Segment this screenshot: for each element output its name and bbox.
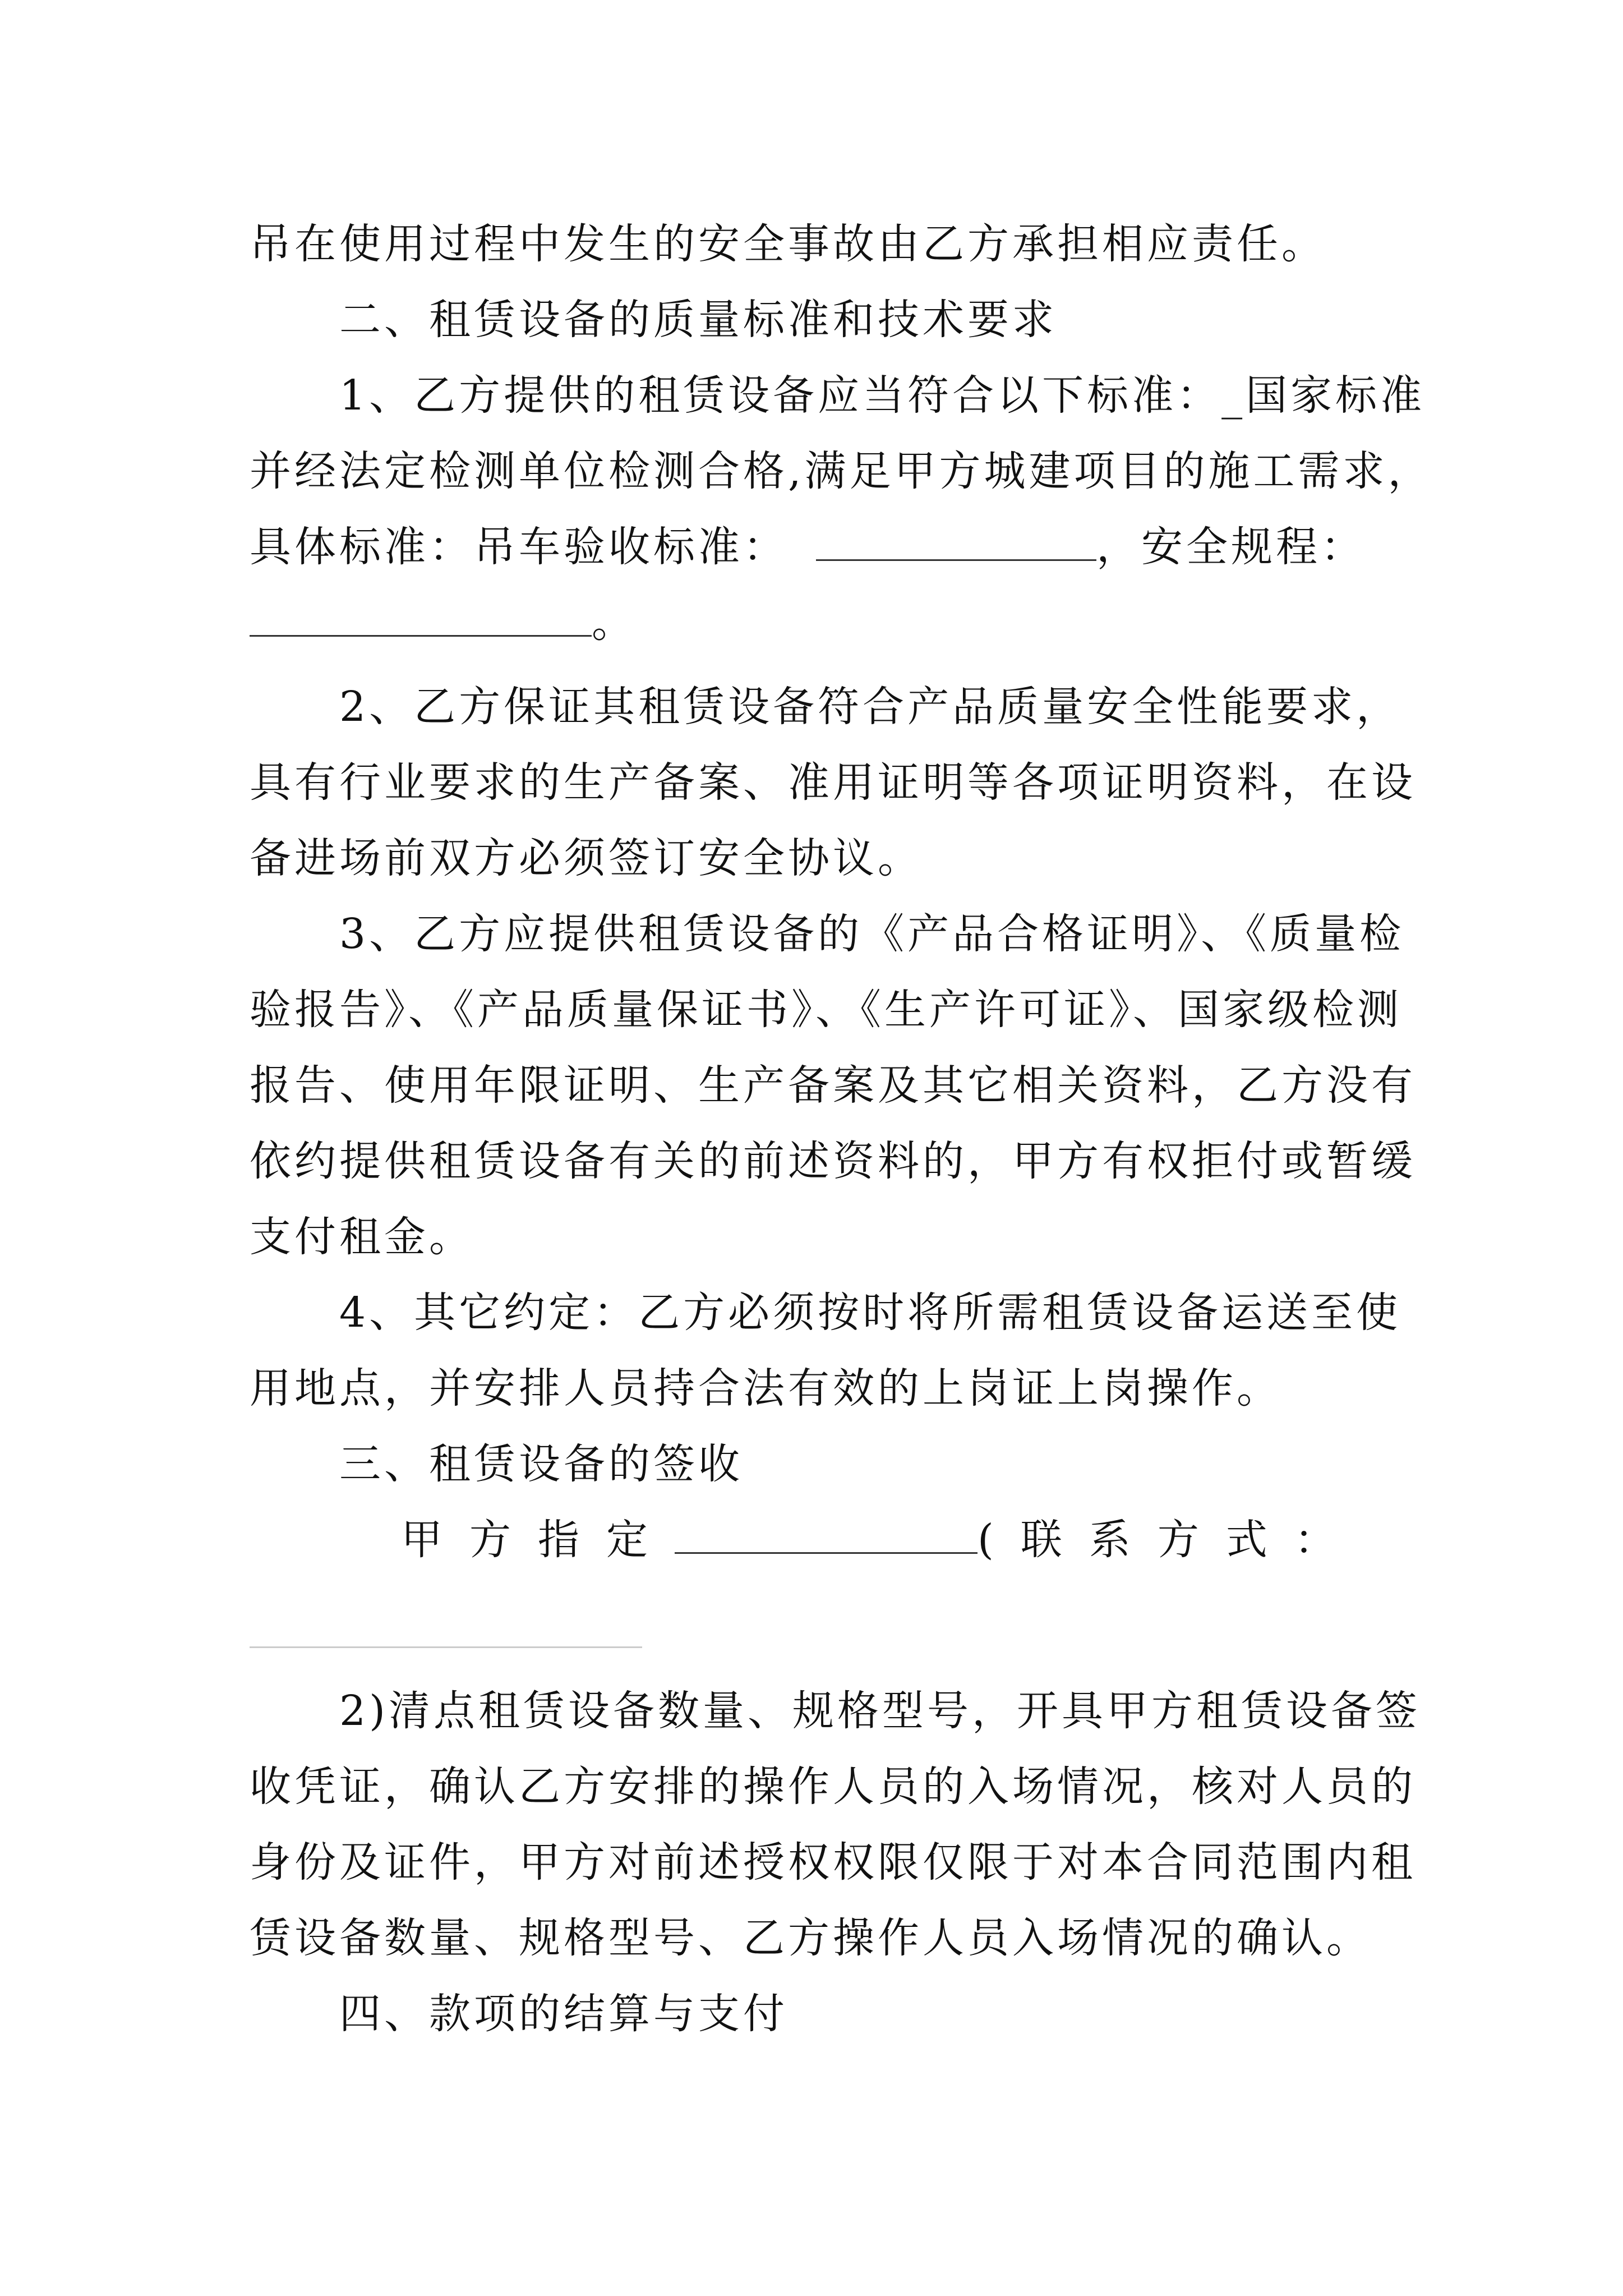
paragraph-line: 具有行业要求的生产备案、准用证明等各项证明资料，在设 <box>250 758 1416 807</box>
paragraph-line: 3、乙方应提供租赁设备的《产品合格证明》、《质量检 <box>339 910 1405 958</box>
safety-rules-label: ，安全规程： <box>1096 523 1366 571</box>
paragraph-line: 收凭证，确认乙方安排的操作人员的入场情况，核对人员的 <box>250 1763 1416 1811</box>
paragraph-line: 身份及证件，甲方对前述授权权限仅限于对本合同范围内租 <box>250 1838 1416 1887</box>
period: 。 <box>592 599 637 647</box>
paragraph-line: 报告、使用年限证明、生产备案及其它相关资料，乙方没有 <box>250 1061 1416 1110</box>
contact-label: (联系方式： <box>978 1516 1363 1564</box>
paragraph-line: 赁设备数量、规格型号、乙方操作人员入场情况的确认。 <box>250 1914 1371 1962</box>
paragraph-line: 4、其它约定：乙方必须按时将所需租赁设备运送至使 <box>339 1289 1401 1337</box>
paragraph-line: 验报告》、《产品质量保证书》、《生产许可证》、国家级检测 <box>250 986 1402 1034</box>
paragraph-line: 支付租金。 <box>250 1213 474 1261</box>
paragraph-line: 备进场前双方必须签订安全协议。 <box>250 834 923 882</box>
paragraph-line: 依约提供租赁设备有关的前述资料的，甲方有权拒付或暂缓 <box>250 1137 1416 1185</box>
designee-label: 甲方指定 <box>401 1516 675 1564</box>
paragraph-line <box>250 519 1385 575</box>
standard-label: 具体标准：吊车验收标准： <box>250 523 788 571</box>
paragraph-line <box>401 1512 1385 1568</box>
section-heading-2: 二、租赁设备的质量标准和技术要求 <box>339 296 1057 344</box>
paragraph-line: 1、乙方提供的租赁设备应当符合以下标准：_国家标准 <box>339 371 1426 420</box>
paragraph-line: 2、乙方保证其租赁设备符合产品质量安全性能要求， <box>339 683 1401 731</box>
safety-rules-blank <box>250 600 592 637</box>
designee-blank <box>675 1517 978 1554</box>
paragraph-line: 用地点，并安排人员持合法有效的上岗证上岗操作。 <box>250 1364 1281 1412</box>
divider-rule <box>250 1646 642 1648</box>
section-heading-3: 三、租赁设备的签收 <box>339 1440 743 1488</box>
paragraph-line: 2)清点租赁设备数量、规格型号，开具甲方租赁设备签 <box>339 1687 1421 1735</box>
paragraph-line <box>250 595 1385 651</box>
paragraph-line: 并经法定检测单位检测合格,满足甲方城建项目的施工需求， <box>250 447 1433 495</box>
acceptance-standard-blank <box>816 524 1096 561</box>
paragraph-line: 吊在使用过程中发生的安全事故由乙方承担相应责任。 <box>250 220 1326 268</box>
section-heading-4: 四、款项的结算与支付 <box>339 1990 788 2038</box>
